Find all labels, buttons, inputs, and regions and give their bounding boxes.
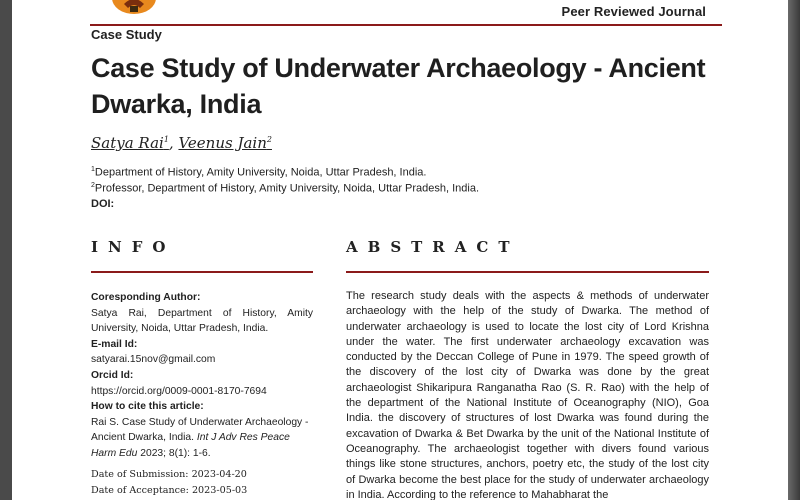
info-heading: INFO <box>91 238 176 256</box>
orcid-link[interactable]: https://orcid.org/0009-0001-8170-7694 <box>91 385 267 397</box>
abstract-text: The research study deals with the aspects & methods of underwater archaeology with the help of the study of Dwarka. The method of underwater archaeology is used to locate the lost city of Lord Krishna under the water. The first underwater archaeology excavation was conducted by the Deccan College of Pune in 1979. The speed growth of the discovery of the lost city of Dwarka was done by the great archaeologist Shikaripura Ranganatha Rao (S. R. Rao) with the help of the department of the National Institute of Oceanography (NIO), Goa India. the discovery of structures of lost Dwarka was found during the excavation of Dwarka & Bet Dwarka by the unit of the National Institute of Oceanography. The archaeologist together with divers found various things like stone structures, anchors, poetry etc, the study of the lost city of Dwarka become the best place for the study of underwater archaeology in India. According to the reference to Mahabharat the <box>346 290 709 500</box>
paper-title: Case Study of Underwater Archaeology - Ancient Dwarka, India <box>91 53 706 119</box>
author-list: Satya Rai$^1$, Veenus Jain$^2$ <box>91 134 272 152</box>
abstract-heading: ABSTRACT <box>346 238 520 256</box>
header-rule <box>90 24 722 26</box>
author-link[interactable]: Veenus Jain$^2$ <box>178 134 272 152</box>
corresponding-author-label: Coresponding Author: <box>91 292 201 303</box>
doi-label: DOI: <box>91 198 115 210</box>
dates-block <box>91 467 313 499</box>
acceptance-date: Date of Acceptance: 2023-05-03 <box>91 484 248 496</box>
journal-logo-icon <box>110 0 158 16</box>
orcid-label: Orcid Id: <box>91 369 134 381</box>
citation-text: Rai S. Case Study of Underwater Archaeology - Ancient Dwarka, India. Int J Adv Res Peace Harm Edu 2023; 8(1): 1-6. <box>91 416 309 459</box>
viewer-edge <box>788 0 800 500</box>
email-value[interactable]: satyarai.15nov@gmail.com <box>91 354 216 366</box>
info-panel <box>91 290 313 499</box>
author-link[interactable]: Satya Rai$^1$ <box>91 134 169 152</box>
corresponding-author-value: Satya Rai, Department of History, Amity University, Noida, Uttar Pradesh, India. <box>91 307 313 335</box>
abstract-rule <box>346 271 709 273</box>
paper-page <box>12 0 788 500</box>
info-rule <box>91 271 313 273</box>
article-type-label: Case Study <box>91 27 162 42</box>
affiliation-2: $^2$Professor, Department of History, Amity University, Noida, Uttar Pradesh, India. <box>91 182 480 195</box>
cite-label: How to cite this article: <box>91 401 204 413</box>
submission-date: Date of Submission: 2023-04-20 <box>91 468 247 480</box>
journal-type-label: Peer Reviewed Journal <box>561 4 706 19</box>
affiliation-1: $^1$Department of History, Amity University, Noida, Uttar Pradesh, India. <box>91 166 427 179</box>
email-label: E-mail Id: <box>91 338 138 350</box>
